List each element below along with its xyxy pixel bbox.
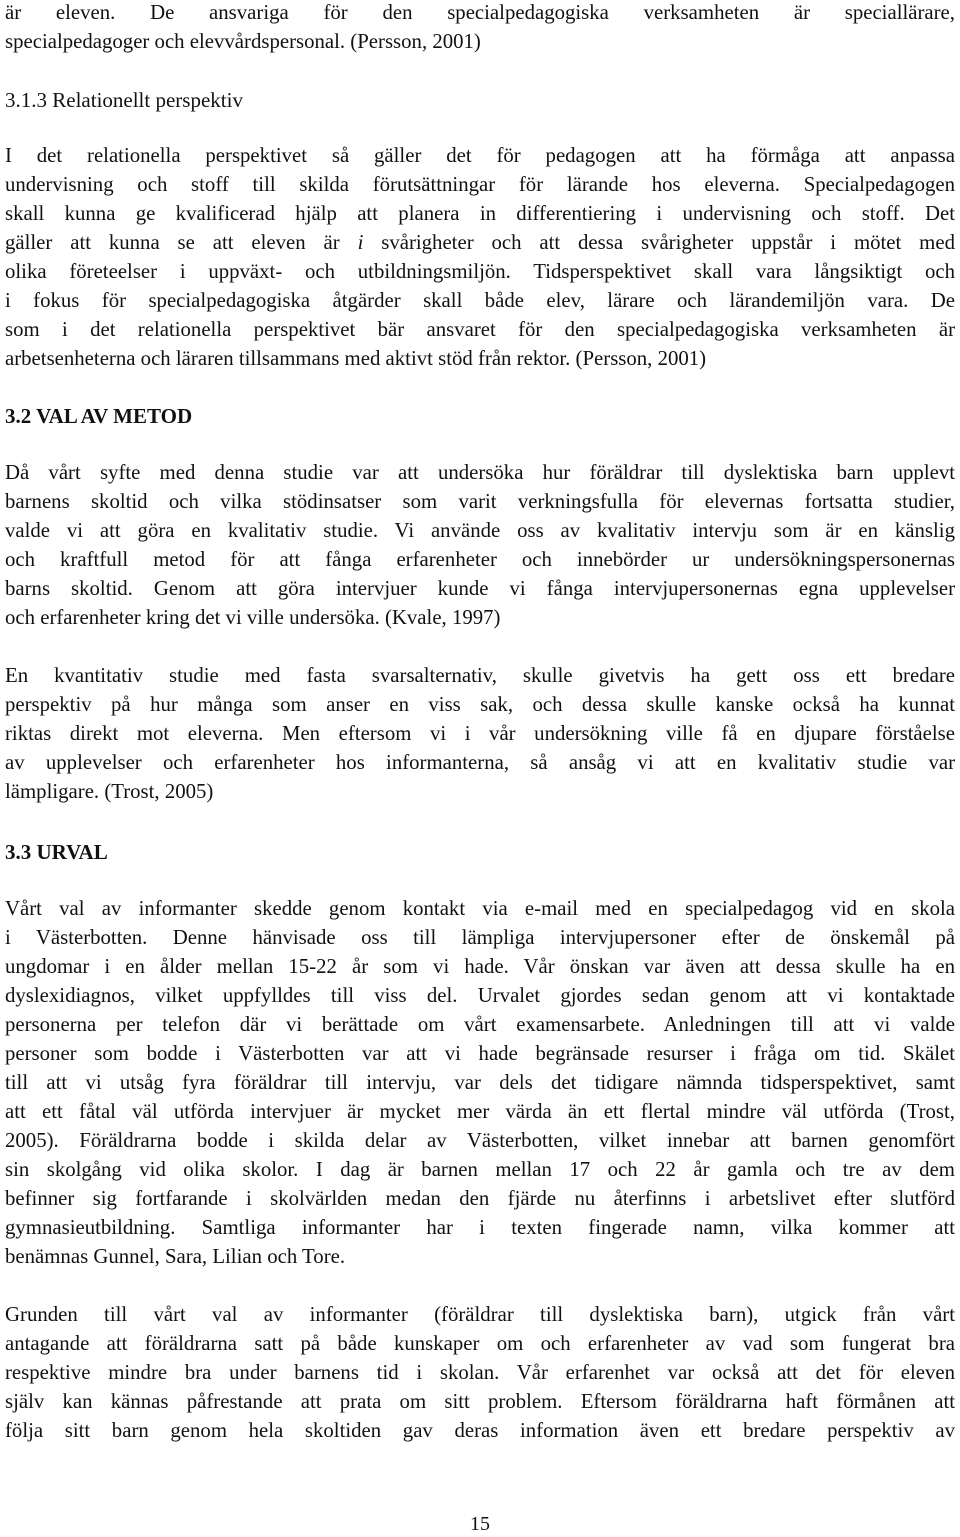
text-line: och erfarenheter kring det vi ville undersöka. (Kvale, 1997)	[5, 606, 501, 629]
text-segment: svårigheter och att dessa svårigheter uppstår i mötet med	[363, 231, 955, 254]
text-line: befinner sig fortfarande i skolvärlden medan den fjärde nu återfinns i arbetslivet efter slutförd	[5, 1187, 955, 1210]
text-line: respektive mindre bra under barnens tid i skolan. Vår erfarenhet var också att det för eleven	[5, 1361, 955, 1384]
text-line: till att vi utsåg fyra föräldrar till intervju, var dels det tidigare nämnda tidsperspektivet, samt	[5, 1071, 955, 1094]
text-line: sin skolgång vid olika skolor. I dag är barnen mellan 17 och 22 år gamla och tre av dem	[5, 1158, 955, 1181]
text-line: benämnas Gunnel, Sara, Lilian och Tore.	[5, 1245, 346, 1268]
text-line: Då vårt syfte med denna studie var att undersöka hur föräldrar till dyslektiska barn upplevt	[5, 461, 955, 484]
text-line: riktas direkt mot eleverna. Men eftersom vi i vår undersökning ville få en djupare förståelse	[5, 722, 955, 745]
section-heading-3-1-3: 3.1.3 Relationellt perspektiv	[5, 88, 243, 112]
text-line: Grunden till vårt val av informanter (föräldrar till dyslektiska barn), utgick från vårt	[5, 1303, 955, 1326]
text-line: valde vi att göra en kvalitativ studie. Vi använde oss av kvalitativ intervju som är en känslig	[5, 519, 955, 542]
text-line: lämpligare. (Trost, 2005)	[5, 780, 214, 803]
text-line: barnens skoltid och vilka stödinsatser som varit verkningsfulla för elevernas fortsatta studier,	[5, 490, 955, 513]
text-line: arbetsenheterna och läraren tillsammans med aktivt stöd från rektor. (Persson, 2001)	[5, 347, 707, 370]
text-line: ungdomar i en ålder mellan 15-22 år som vi hade. Vår önskan var även att dessa skulle ha en	[5, 955, 955, 978]
text-line: följa sitt barn genom hela skoltiden gav deras information även ett bredare perspektiv av	[5, 1419, 955, 1442]
text-line: specialpedagoger och elevvårdspersonal. (Persson, 2001)	[5, 30, 481, 53]
text-line: är eleven. De ansvariga för den specialpedagogiska verksamheten är speciallärare,	[5, 1, 955, 24]
text-line: 2005). Föräldrarna bodde i skilda delar av Västerbotten, vilket innebar att barnen genomfört	[5, 1129, 955, 1152]
text-line: skall kunna ge kvalificerad hjälp att planera in differentiering i undervisning och stoff. Det	[5, 202, 955, 225]
text-line: undervisning och stoff till skilda förutsättningar för lärande hos eleverna. Specialpedagogen	[5, 173, 955, 196]
text-line: av upplevelser och erfarenheter hos informanterna, så ansåg vi att en kvalitativ studie var	[5, 751, 955, 774]
selection-paragraph-1	[5, 894, 955, 1271]
text-line: olika företeelser i uppväxt- och utbildningsmiljön. Tidsperspektivet skall vara långsiktigt och	[5, 260, 955, 283]
text-line: att ett fåtal väl utförda intervjuer är mycket mer värda än ett flertal mindre väl utförda (Trost,	[5, 1100, 955, 1123]
text-line: dyslexidiagnos, vilket uppfylldes till viss del. Urvalet gjordes sedan genom att vi kontaktade	[5, 984, 955, 1007]
italic-word: i	[357, 231, 364, 254]
text-line: som i det relationella perspektivet bär ansvaret för den specialpedagogiska verksamheten är	[5, 318, 955, 341]
text-segment: gäller att kunna se att eleven är	[5, 231, 358, 254]
section-heading-3-3: 3.3 URVAL	[5, 840, 108, 864]
text-line: Vårt val av informanter skedde genom kontakt via e-mail med en specialpedagog vid en skola	[5, 897, 955, 920]
text-line: gymnasieutbildning. Samtliga informanter har i texten fingerade namn, vilka kommer att	[5, 1216, 955, 1239]
text-line: och kraftfull metod för att fånga erfarenheter och innebörder ur undersökningspersonernas	[5, 548, 955, 571]
selection-paragraph-2	[5, 1300, 955, 1445]
text-line: personerna per telefon där vi berättade om vårt examensarbete. Anledningen till att vi valde	[5, 1013, 955, 1036]
text-line: En kvantitativ studie med fasta svarsalternativ, skulle givetvis ha gett oss ett bredare	[5, 664, 955, 687]
text-line-with-italic	[5, 228, 955, 257]
page-number: 15	[470, 1513, 490, 1535]
method-paragraph-1	[5, 458, 955, 632]
relational-perspective-paragraph	[5, 141, 955, 373]
method-paragraph-2	[5, 661, 955, 806]
text-line: själv kan kännas påfrestande att prata om sitt problem. Eftersom föräldrarna haft förmånen att	[5, 1390, 955, 1413]
text-line: barns skoltid. Genom att göra intervjuer kunde vi fånga intervjupersonernas egna upplevelser	[5, 577, 955, 600]
text-line: personer som bodde i Västerbotten var att vi hade begränsade resurser i fråga om tid. Skälet	[5, 1042, 955, 1065]
text-line: i Västerbotten. Denne hänvisade oss till lämpliga intervjupersoner efter de önskemål på	[5, 926, 955, 949]
intro-paragraph	[5, 0, 955, 56]
text-line: perspektiv på hur många som anser en viss sak, och dessa skulle kanske också ha kunnat	[5, 693, 955, 716]
text-line: i fokus för specialpedagogiska åtgärder skall både elev, lärare och lärandemiljön vara. De	[5, 289, 955, 312]
section-heading-3-2: 3.2 VAL AV METOD	[5, 404, 193, 428]
text-line: antagande att föräldrarna satt på både kunskaper om och erfarenheter av vad som fungerat bra	[5, 1332, 955, 1355]
text-line: I det relationella perspektivet så gäller det för pedagogen att ha förmåga att anpassa	[5, 144, 955, 167]
